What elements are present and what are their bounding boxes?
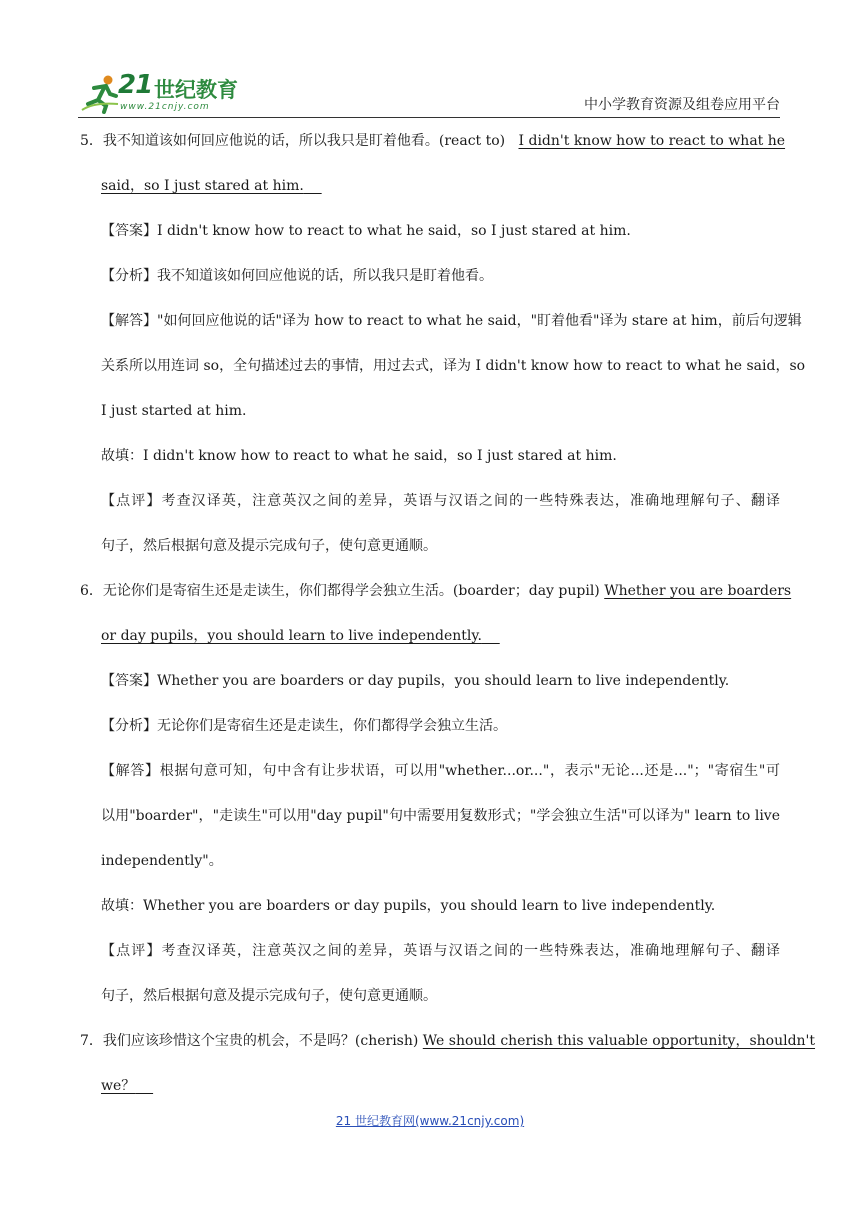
question-6-line-1 bbox=[80, 572, 792, 617]
footer-link[interactable]: 21 世纪教育网(www.21cnjy.com) bbox=[335, 1114, 525, 1128]
site-logo bbox=[78, 68, 258, 114]
question-5-answer-part-1: I didn't know how to react to what he bbox=[518, 133, 786, 149]
question-6-analysis: 【分析】无论你们是寄宿生还是走读生，你们都得学会独立生活。 bbox=[101, 718, 507, 734]
question-6-solution-line-3: independently"。 bbox=[101, 853, 223, 869]
page-header bbox=[78, 60, 780, 118]
question-5-solution-line-1: 【解答】"如何回应他说的话"译为 how to react to what he said，"盯着他看"译为 stare at him，前后句逻辑 bbox=[101, 313, 802, 329]
question-6-comment-line-1: 【点评】考查汉译英，注意英汉之间的差异，英语与汉语之间的一些特殊表达，准确地理解句子、翻译 bbox=[101, 943, 780, 959]
question-5-answer-part-2: said，so I just stared at him. bbox=[101, 178, 304, 194]
question-6-comment-line-2: 句子，然后根据句意及提示完成句子，使句意更通顺。 bbox=[101, 988, 437, 1004]
question-5-comment-line-1: 【点评】考查汉译英，注意英汉之间的差异，英语与汉语之间的一些特殊表达，准确地理解句子、翻译 bbox=[101, 493, 780, 509]
question-6-solution-line-2: 以用"boarder"，"走读生"可以用"day pupil"句中需要用复数形式；"学会独立生活"可以译为" learn to live bbox=[101, 808, 780, 824]
question-5-comment-line-2: 句子，然后根据句意及提示完成句子，使句意更通顺。 bbox=[101, 538, 437, 554]
question-6-line-2 bbox=[80, 617, 780, 662]
question-6-answer-part-1: Whether you are boarders bbox=[604, 583, 792, 599]
question-5-line-1 bbox=[80, 122, 786, 167]
question-6-solution-line-1: 【解答】根据句意可知，句中含有让步状语，可以用"whether...or..."，表示"无论...还是..."；"寄宿生"可 bbox=[101, 763, 780, 779]
question-6-answer: 【答案】Whether you are boarders or day pupils，you should learn to live independently. bbox=[101, 673, 730, 689]
question-6-prompt: 6．无论你们是寄宿生还是走读生，你们都得学会独立生活。(boarder；day pupil) bbox=[80, 583, 600, 599]
question-5-line-2 bbox=[80, 167, 780, 212]
page-footer bbox=[0, 1112, 860, 1129]
logo-name: 世纪教育 bbox=[154, 78, 238, 102]
platform-text: 中小学教育资源及组卷应用平台 bbox=[584, 97, 780, 113]
question-5-answer: 【答案】I didn't know how to react to what he said，so I just stared at him. bbox=[101, 223, 631, 239]
question-7-prompt: 7．我们应该珍惜这个宝贵的机会，不是吗？(cherish) bbox=[80, 1033, 419, 1049]
question-7-answer-part-2: we？ bbox=[101, 1078, 136, 1094]
question-5-fill: 故填：I didn't know how to react to what he said，so I just stared at him. bbox=[101, 448, 617, 464]
header-divider bbox=[78, 117, 780, 118]
question-7-line-2 bbox=[80, 1067, 780, 1112]
question-6-fill: 故填：Whether you are boarders or day pupils，you should learn to live independently. bbox=[101, 898, 716, 914]
runner-logo-icon bbox=[80, 74, 120, 114]
question-5-solution-line-2: 关系所以用连词 so，全句描述过去的事情，用过去式，译为 I didn't know how to react to what he said，so bbox=[101, 358, 806, 374]
logo-url: www.21cnjy.com bbox=[120, 102, 210, 112]
logo-number: 21 bbox=[118, 70, 153, 100]
question-6-answer-part-2: or day pupils，you should learn to live independently. bbox=[101, 628, 482, 644]
question-5-solution-line-3: I just started at him. bbox=[101, 403, 247, 419]
question-7-line-1 bbox=[80, 1022, 816, 1067]
question-5-analysis: 【分析】我不知道该如何回应他说的话，所以我只是盯着他看。 bbox=[101, 268, 493, 284]
document-body bbox=[80, 122, 816, 1112]
question-5-prompt: 5．我不知道该如何回应他说的话，所以我只是盯着他看。(react to) bbox=[80, 133, 506, 149]
question-7-answer-part-1: We should cherish this valuable opportunity，shouldn't bbox=[422, 1033, 816, 1049]
